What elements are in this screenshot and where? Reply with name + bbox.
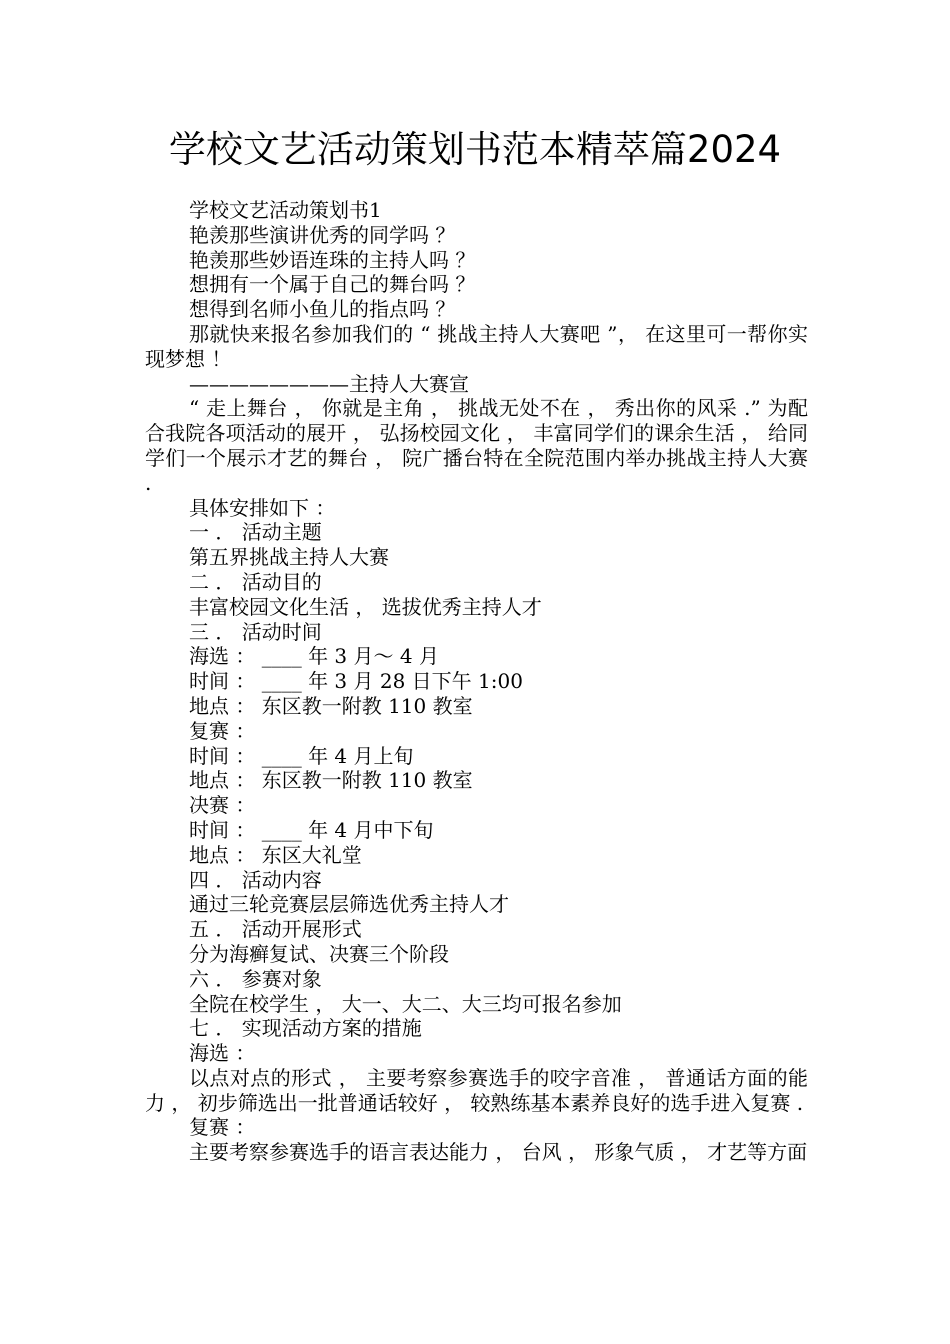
paragraph: 时间 ： ____ 年 4 月上旬 [189, 743, 414, 768]
paragraph: 时间 ： ____ 年 3 月 28 日下午 1:00 [189, 669, 523, 694]
paragraph: 主要考察参赛选手的语言表达能力 ， 台风 ， 形象气质 ， 才艺等方面 [189, 1140, 808, 1165]
paragraph: 分为海癣复试、决赛三个阶段 [189, 941, 449, 966]
paragraph: 复赛 ： [189, 718, 256, 743]
document-body [145, 198, 815, 1165]
document-title: 学校文艺活动策划书范本精萃篇2024 [168, 128, 782, 171]
paragraph: 艳羡那些妙语连珠的主持人吗 ？ [189, 247, 476, 272]
paragraph: 第五界挑战主持人大赛 [189, 545, 389, 570]
section-heading: 二 ． 活动目的 [189, 569, 322, 594]
paragraph: 丰富校园文化生活 ， 选拔优秀主持人才 [189, 594, 542, 619]
paragraph: 地点 ： 东区教一附教 110 教室 [189, 768, 473, 793]
paragraph: 学校文艺活动策划书1 [189, 198, 382, 222]
paragraph: 全院在校学生 ， 大一、大二、大三均可报名参加 [189, 991, 622, 1016]
paragraph: “ 走上舞台 ， 你就是主角 ， 挑战无处不在 ， 秀出你的风采 .” 为配合我院各项活动的展开 ， 弘扬校园文化 ， 丰富同学们的课余生活 ， 给同学们一个展示才艺的舞台 ， 院广播台特在全院范围内举办挑战主持人大赛 . [145, 396, 815, 495]
section-heading: 五 ． 活动开展形式 [189, 917, 362, 942]
paragraph: 海选 ： ____ 年 3 月～ 4 月 [189, 644, 439, 669]
paragraph: 那就快来报名参加我们的 “ 挑战主持人大赛吧 ”， 在这里可一帮你实现梦想 ！ [145, 321, 808, 371]
paragraph: 决赛 ： [189, 793, 256, 818]
section-heading: 一 ． 活动主题 [189, 520, 322, 545]
section-heading: 六 ． 参赛对象 [189, 966, 322, 991]
paragraph: 时间 ： ____ 年 4 月中下旬 [189, 817, 434, 842]
paragraph: 艳羡那些演讲优秀的同学吗 ？ [189, 222, 456, 247]
section-heading: 三 ． 活动时间 [189, 619, 322, 644]
paragraph: 地点 ： 东区大礼堂 [189, 842, 362, 867]
paragraph: 复赛 ： [189, 1115, 256, 1140]
section-heading: 四 ． 活动内容 [189, 867, 322, 892]
paragraph: 想拥有一个属于自己的舞台吗 ？ [189, 272, 476, 297]
paragraph: 具体安排如下 ： [189, 495, 336, 520]
section-heading: 七 ． 实现活动方案的措施 [189, 1016, 422, 1041]
paragraph: 通过三轮竞赛层层筛选优秀主持人才 [189, 892, 509, 917]
paragraph: 以点对点的形式 ， 主要考察参赛选手的咬字音准 ， 普通话方面的能力 ， 初步筛选出一批普通话较好 ， 较熟练基本素养良好的选手进入复赛 . [145, 1065, 808, 1115]
paragraph: 地点 ： 东区教一附教 110 教室 [189, 693, 473, 718]
paragraph: 海选 ： [189, 1041, 256, 1066]
paragraph: ————————主持人大赛宣 [189, 371, 469, 396]
paragraph: 想得到名师小鱼儿的指点吗 ？ [189, 297, 456, 322]
